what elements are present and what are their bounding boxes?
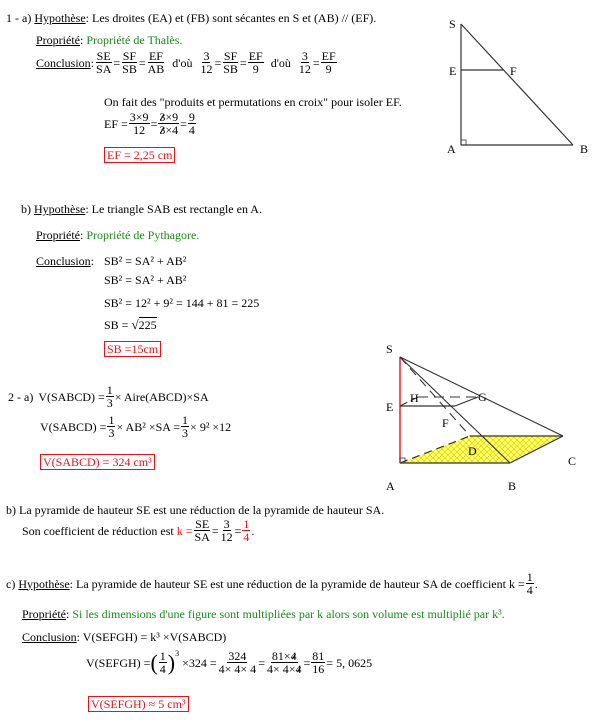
ef-calculation bbox=[104, 111, 197, 136]
label-a: A bbox=[386, 479, 395, 493]
denominator: 4 bbox=[188, 123, 195, 137]
pythagoras-line-3: SB² = 12² + 9² = 144 + 81 = 225 bbox=[104, 296, 260, 310]
equals: = bbox=[113, 55, 121, 70]
part1a-conclusion bbox=[36, 50, 338, 75]
times-324: ×324 = bbox=[182, 655, 217, 670]
equals: = bbox=[150, 116, 158, 131]
property-label: Propriété bbox=[22, 607, 66, 621]
volume-lhs: V(SABCD) = bbox=[38, 389, 105, 404]
dou-text: d'où bbox=[270, 55, 291, 70]
numerator: 1 bbox=[526, 570, 533, 584]
conclusion-text: : V(SEFGH) = k³ ×V(SABCD) bbox=[76, 630, 227, 644]
hypothesis-text: : Le triangle SAB est rectangle en A. bbox=[85, 202, 262, 216]
label-a: A bbox=[447, 142, 456, 156]
numerator: 1 bbox=[108, 413, 115, 427]
label-c: C bbox=[568, 454, 577, 468]
radicand: 225 bbox=[138, 318, 157, 332]
denominator: SA bbox=[96, 62, 112, 76]
fraction bbox=[106, 384, 114, 409]
property-label: Propriété bbox=[36, 228, 80, 242]
reduction-statement: b) La pyramide de hauteur SE est une réduction de la pyramide de hauteur SA. bbox=[6, 503, 385, 517]
fraction bbox=[194, 518, 211, 543]
k-symbol: k = bbox=[176, 523, 193, 538]
fraction bbox=[181, 414, 189, 439]
denominator: 9 bbox=[252, 62, 259, 76]
denominator: 12 bbox=[133, 123, 146, 137]
result-ef: EF = 2,25 cm bbox=[104, 147, 175, 163]
coefficient-text: Son coefficient de réduction est bbox=[22, 523, 174, 538]
fraction bbox=[95, 50, 112, 75]
denominator: 12 bbox=[220, 530, 233, 544]
denominator: 12 bbox=[298, 62, 311, 76]
equals: = bbox=[138, 55, 146, 70]
part1a-hypothesis bbox=[6, 11, 376, 25]
item-number: c) bbox=[6, 576, 16, 591]
part2c-property bbox=[22, 607, 505, 621]
right-paren: ) bbox=[167, 649, 176, 675]
volume-rhs: × Aire(ABCD)×SA bbox=[114, 389, 209, 404]
conclusion-label: Conclusion bbox=[22, 630, 77, 644]
period: . bbox=[251, 523, 255, 538]
separator: : bbox=[80, 228, 87, 242]
numerator: 1 bbox=[243, 517, 250, 531]
hypothesis-text: : Les droites (EA) et (FB) sont sécantes en S et (AB) // (EF). bbox=[85, 11, 377, 25]
denominator: 4 bbox=[243, 530, 250, 544]
numerator: EF bbox=[148, 49, 163, 63]
equals: = bbox=[234, 523, 242, 538]
numerator: SE bbox=[195, 517, 210, 531]
cancelled-factor: 4 bbox=[290, 649, 297, 663]
part1a-property bbox=[36, 33, 182, 47]
numerator: 3×9 bbox=[129, 110, 149, 124]
numerator: ×9 bbox=[165, 110, 179, 124]
volume-line-2 bbox=[40, 414, 231, 439]
label-f: F bbox=[510, 64, 517, 78]
base-abcd bbox=[400, 436, 563, 463]
equals: = bbox=[214, 55, 222, 70]
cancelled-factor: 3 bbox=[159, 123, 166, 137]
label-b: B bbox=[580, 142, 589, 156]
fraction bbox=[220, 518, 234, 543]
segment-fg bbox=[455, 397, 478, 406]
period: . bbox=[534, 576, 538, 591]
item-number: 2 - a) bbox=[8, 389, 34, 404]
denominator: 4× 4× bbox=[266, 662, 296, 676]
numerator: 9 bbox=[188, 110, 195, 124]
result-volume-sefgh: V(SEFGH) ≈ 5 cm³ bbox=[88, 696, 189, 712]
fraction-k-value bbox=[242, 518, 250, 543]
pythagoras-line-4 bbox=[104, 318, 157, 332]
part1b-hypothesis bbox=[21, 202, 262, 216]
fraction bbox=[188, 111, 196, 136]
label-g: G bbox=[478, 390, 487, 404]
numerator: EF bbox=[248, 49, 263, 63]
numerator: 81× bbox=[271, 649, 291, 663]
equals: = bbox=[211, 523, 219, 538]
separator: : bbox=[80, 33, 87, 47]
numerator: SF bbox=[223, 49, 238, 63]
denominator: 4× 4× 4 bbox=[218, 662, 257, 676]
volume-rhs: × 9² ×12 bbox=[190, 419, 232, 434]
label-b: B bbox=[508, 479, 517, 493]
cancelled-factor: 3 bbox=[159, 110, 166, 124]
numerator: 3 bbox=[203, 49, 210, 63]
fraction bbox=[526, 571, 534, 596]
part1b-property bbox=[36, 228, 199, 242]
conclusion-label: Conclusion bbox=[36, 254, 91, 268]
cancelled-factor: 4 bbox=[295, 662, 302, 676]
sb-lhs: SB = bbox=[104, 318, 132, 332]
pythagoras-line-1: SB² = SA² + AB² bbox=[104, 254, 187, 268]
sqrt-icon: √ bbox=[131, 317, 139, 332]
decimal-result: = 5, 0625 bbox=[326, 655, 373, 670]
volume-line-1 bbox=[8, 384, 209, 409]
fraction bbox=[158, 111, 179, 136]
fraction bbox=[107, 414, 115, 439]
label-s: S bbox=[386, 342, 393, 356]
part2c-hypothesis bbox=[6, 571, 538, 596]
left-paren: ( bbox=[150, 649, 158, 675]
denominator: 12 bbox=[200, 62, 213, 76]
separator: : bbox=[90, 55, 95, 70]
fraction bbox=[147, 50, 166, 75]
cross-product-note: On fait des "produits et permutations en croix" pour isoler EF. bbox=[104, 95, 402, 109]
label-d: D bbox=[468, 444, 477, 458]
pythagoras-line-2: SB² = SA² + AB² bbox=[104, 273, 187, 287]
fraction bbox=[248, 50, 264, 75]
equals: = bbox=[239, 55, 247, 70]
fraction bbox=[266, 650, 303, 675]
label-s: S bbox=[449, 17, 456, 31]
hypothesis-label: Hypothèse bbox=[18, 576, 70, 591]
fraction bbox=[199, 50, 213, 75]
fraction bbox=[222, 50, 239, 75]
label-e: E bbox=[386, 400, 394, 414]
reduction-coefficient bbox=[22, 518, 254, 543]
denominator: 4 bbox=[159, 662, 166, 676]
ef-lhs: EF = bbox=[104, 116, 128, 131]
sefgh-calculation: V(SEFGH) = ( $\frac{1}{4}$ ) 3 ×324 = $\frac{324}{4\times 4\times 4}$ = $\frac{81\times 4}{4\times 4\times 4}$ = $\frac{81}{16}$ = 5, 0625 bbox=[86, 649, 373, 676]
pyramid-figure bbox=[370, 335, 595, 495]
property-text: Si les dimensions d'une figure sont multipliées par k alors son volume est multiplié par k³. bbox=[72, 607, 505, 621]
numerator: SE bbox=[96, 49, 111, 63]
dou-text: d'où bbox=[172, 55, 193, 70]
denominator: SA bbox=[194, 530, 210, 544]
equals: = bbox=[312, 55, 320, 70]
triangle-figure bbox=[430, 10, 600, 160]
equals: = bbox=[180, 116, 187, 131]
fraction bbox=[218, 650, 258, 675]
denominator: 3 bbox=[182, 426, 189, 440]
denominator: SB bbox=[223, 62, 238, 76]
item-number: b) bbox=[21, 202, 31, 216]
numerator: EF bbox=[321, 49, 336, 63]
volume-lhs: V(SEFGH) = bbox=[86, 655, 151, 670]
property-label: Propriété bbox=[36, 33, 80, 47]
numerator: 1 bbox=[106, 383, 113, 397]
equals: = bbox=[258, 655, 265, 670]
label-e: E bbox=[449, 64, 457, 78]
denominator: 9 bbox=[325, 62, 332, 76]
numerator: 1 bbox=[159, 649, 166, 663]
denominator: ×4 bbox=[165, 123, 179, 137]
fraction bbox=[298, 50, 312, 75]
denominator: 16 bbox=[312, 662, 325, 676]
separator: : bbox=[66, 607, 73, 621]
conclusion-label: Conclusion bbox=[36, 55, 91, 70]
denominator: 3 bbox=[108, 426, 115, 440]
part1b-conclusion bbox=[36, 254, 94, 268]
hypothesis-label: Hypothèse bbox=[34, 202, 86, 216]
hypothesis-text: : La pyramide de hauteur SE est une réduction de la pyramide de hauteur SA de coefficient k = bbox=[69, 576, 525, 591]
result-sb: SB =15cm bbox=[104, 341, 161, 357]
volume-lhs: V(SABCD) = bbox=[40, 419, 107, 434]
property-text: Propriété de Thalès. bbox=[86, 33, 183, 47]
fraction bbox=[159, 650, 167, 675]
volume-mid: × AB² ×SA = bbox=[116, 419, 181, 434]
result-volume-sabcd: V(SABCD) = 324 cm³ bbox=[40, 454, 155, 470]
denominator: SB bbox=[122, 62, 137, 76]
fraction bbox=[321, 50, 337, 75]
numerator: 324 bbox=[228, 649, 247, 663]
hypothesis-label: Hypothèse bbox=[34, 11, 86, 25]
right-angle-mark bbox=[461, 140, 466, 145]
item-number: 1 - a) bbox=[6, 11, 32, 25]
segment-sb bbox=[461, 24, 573, 145]
numerator: 81 bbox=[312, 649, 325, 663]
denominator: 3 bbox=[106, 396, 113, 410]
label-f: F bbox=[442, 416, 449, 430]
property-text: Propriété de Pythagore. bbox=[86, 228, 200, 242]
numerator: SF bbox=[122, 49, 137, 63]
numerator: 3 bbox=[223, 517, 230, 531]
denominator: 4 bbox=[526, 583, 533, 597]
numerator: 1 bbox=[182, 413, 189, 427]
label-h: H bbox=[410, 391, 419, 405]
fraction bbox=[121, 50, 138, 75]
fraction bbox=[129, 111, 150, 136]
separator: : bbox=[90, 254, 95, 268]
numerator: 3 bbox=[301, 49, 308, 63]
equals: = bbox=[303, 655, 311, 670]
denominator: AB bbox=[147, 62, 165, 76]
fraction bbox=[311, 650, 325, 675]
part2c-conclusion bbox=[22, 630, 226, 644]
